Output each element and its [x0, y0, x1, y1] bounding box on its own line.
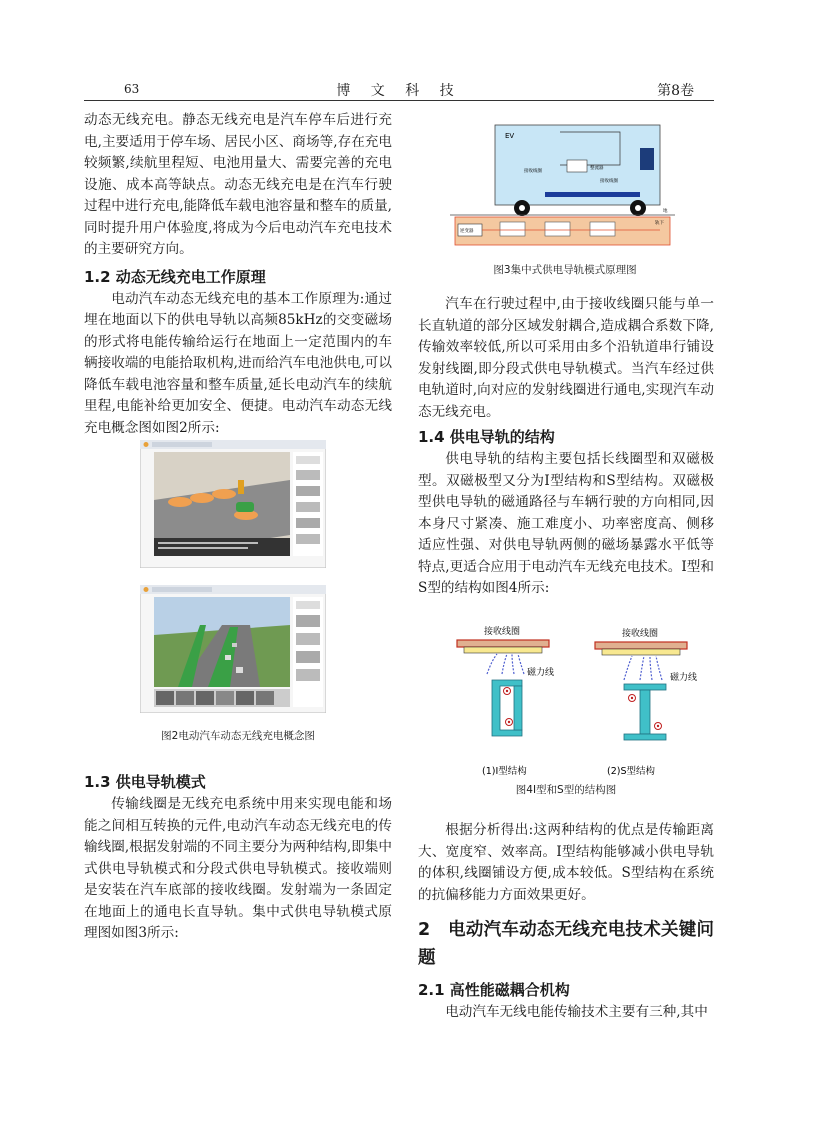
concept-screenshot-1 [140, 440, 326, 568]
recv-coil-label-right: 接收线圈 [600, 179, 618, 184]
paragraph-analysis: 根据分析得出:这两种结构的优点是传输距离大、宽度窄、效率高。I型结构能够减小供电导轨的体积,线圈铺设方便,成本较低。S型结构在系统的抗偏移能力方面效果更好。 [418, 822, 714, 903]
paragraph-rail-structure: 供电导轨的结构主要包括长线圈型和双磁极型。双磁极型又分为I型结构和S型结构。双磁极型供电导轨的磁通路径与车辆行驶的方向相同,因本身尺寸紧凑、施工难度小、功率密度高、侧移适应性强、对供电导轨两侧的磁场暴露水平低等特点,更适合应用于电动汽车无线充电技术。I型和S型的结构如图4所示: [418, 451, 714, 596]
left-column [84, 110, 392, 439]
rectifier-label: 整流器 [590, 166, 604, 171]
ground-label: 地 [663, 209, 668, 214]
recv-coil-label-left: 接收线圈 [524, 169, 542, 174]
right-column-lower [418, 820, 714, 1024]
flux-label-1: 磁力线 [527, 668, 555, 678]
source-label: 逆变器 [460, 229, 474, 234]
flux-label-2: 磁力线 [670, 673, 698, 683]
left-column-lower [84, 770, 392, 945]
heading-1-2: 1.2 动态无线充电工作原理 [84, 267, 266, 286]
heading-1-4: 1.4 供电导轨的结构 [418, 428, 555, 446]
subcaption-s-type: (2)S型结构 [607, 766, 655, 777]
running-header [84, 78, 714, 101]
right-column [418, 294, 714, 600]
journal-title: 博 文 科 技 [336, 83, 462, 99]
figure-4 [452, 622, 702, 791]
figure-2-caption: 图2电动汽车动态无线充电概念图 [161, 730, 315, 742]
paragraph-static-dynamic: 动态无线充电。静态无线充电是汽车停车后进行充电,主要适用于停车场、居民小区、商场等,存在充电较频繁,续航里程短、电池用量大、需要完善的充电设施、成本高等缺点。动态无线充电是在汽车行驶过程中进行充电,能降低车载电池容量和整车的质量,同时提升用户体验度,将成为今后电动汽车充电技术的主要研究方向。 [84, 112, 392, 257]
heading-1-3: 1.3 供电导轨模式 [84, 773, 206, 791]
paragraph-coupling: 电动汽车无线电能传输技术主要有三种,其中 [445, 1004, 708, 1020]
figure-4-caption: 图4I型和S型的结构图 [515, 784, 617, 796]
figure-2 [140, 440, 326, 572]
subcaption-i-type: (1)I型结构 [482, 766, 527, 777]
heading-2: 2 电动汽车动态无线充电技术关键问题 [418, 920, 714, 968]
figure-3 [450, 120, 680, 254]
paragraph-principle: 电动汽车动态无线充电的基本工作原理为:通过埋在地面以下的供电导轨以高频85kHz的交变磁场的形式将电能传输给运行在地面上一定范围内的车辆接收端的电能拾取机构,进而给汽车电池供电,可以降低车载电池容量和整车质量,延长电动汽车的续航里程,电能补给更加安全、便捷。电动汽车动态无线充电概念图如图2所示: [84, 290, 392, 436]
recv-coil-label-1: 接收线圈 [484, 627, 521, 637]
concept-screenshot-2 [140, 585, 326, 713]
heading-2-1: 2.1 高性能磁耦合机构 [418, 981, 570, 999]
volume-label: 第8卷 [657, 83, 694, 99]
ev-label: EV [505, 132, 515, 140]
paragraph-rail-mode: 传输线圈是无线充电系统中用来实现电能和场能之间相互转换的元件,电动汽车动态无线充电的传输线圈,根据发射端的不同主要分为两种结构,即集中式供电导轨模式和分段式供电导轨模式。接收端则是安装在汽车底部的接收线圈。发射端为一条固定在地面上的通电长直导轨。集中式供电导轨模式原理图如图3所示: [84, 796, 392, 941]
rail-label: 轨下 [655, 221, 664, 226]
i-s-structure-diagram [452, 622, 702, 787]
page-number: 63 [124, 82, 140, 96]
paragraph-segmented: 汽车在行驶过程中,由于接收线圈只能与单一长直轨道的部分区域发射耦合,造成耦合系数下降,传输效率较低,所以可采用由多个沿轨道串行铺设发射线圈,即分段式供电导轨模式。当汽车经过供电轨道时,向对应的发射线圈进行通电,实现汽车动态无线充电。 [418, 296, 714, 420]
centralized-rail-diagram [450, 120, 680, 250]
recv-coil-label-2: 接收线圈 [622, 629, 659, 639]
figure-3-caption: 图3集中式供电导轨模式原理图 [493, 264, 637, 276]
